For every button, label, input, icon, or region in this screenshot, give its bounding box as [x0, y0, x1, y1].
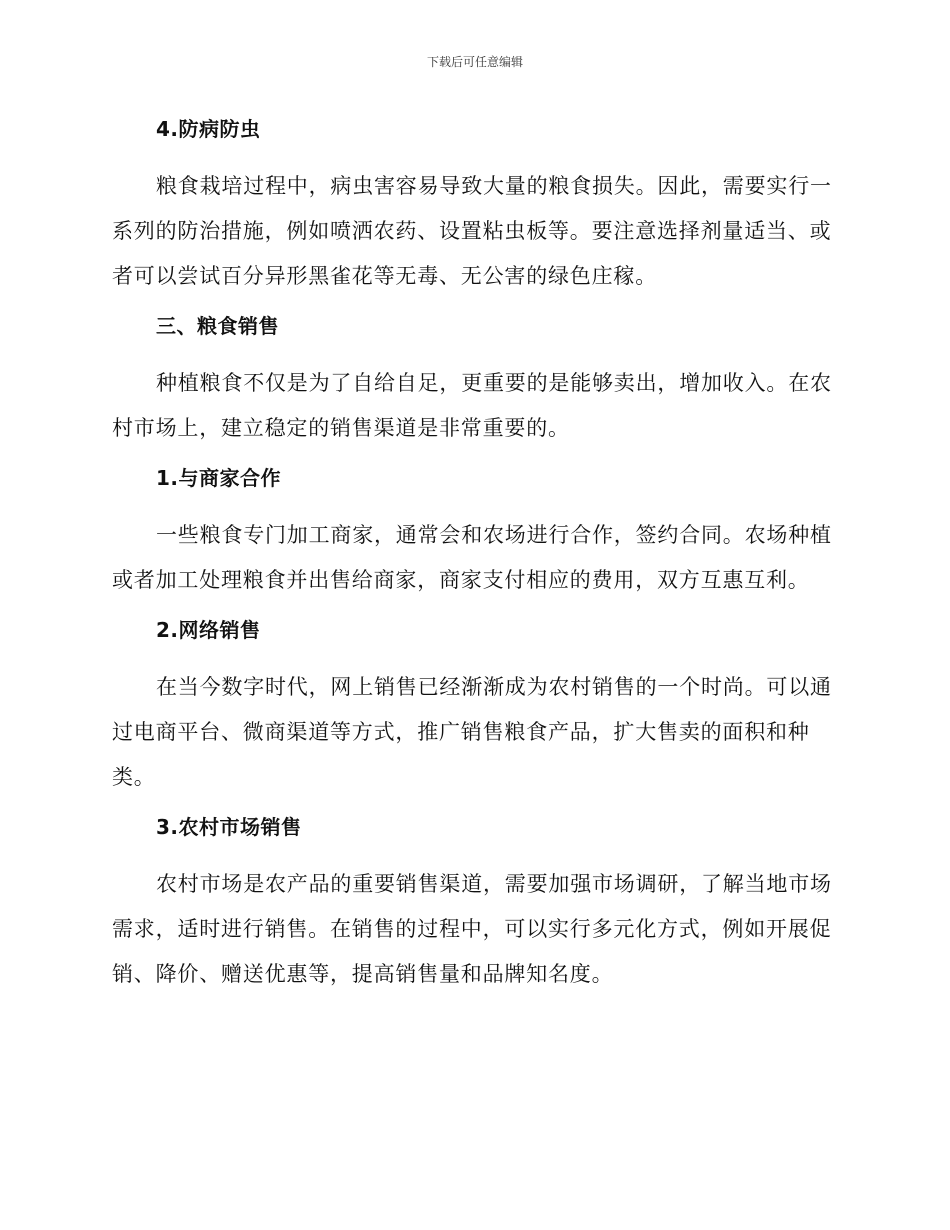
page-header: 下载后可任意编辑	[426, 55, 523, 69]
section-heading: 三、粮食销售	[156, 314, 279, 338]
section-paragraph: 农村市场是农产品的重要销售渠道，需要加强市场调研，了解当地市场需求，适时进行销售。在销售的过程中，可以实行多元化方式，例如开展促销、降价、赠送优惠等，提高销售量和品牌知名度。	[112, 872, 832, 986]
section-paragraph: 一些粮食专门加工商家，通常会和农场进行合作，签约合同。农场种植或者加工处理粮食并出售给商家，商家支付相应的费用，双方互惠互利。	[112, 523, 832, 592]
section-paragraph: 粮食栽培过程中，病虫害容易导致大量的粮食损失。因此，需要实行一系列的防治措施，例如喷洒农药、设置粘虫板等。要注意选择剂量适当、或者可以尝试百分异形黑雀花等无毒、无公害的绿色庄稼。	[112, 174, 832, 288]
section-heading: 4.防病防虫	[156, 117, 261, 141]
section-paragraph: 种植粮食不仅是为了自给自足，更重要的是能够卖出，增加收入。在农村市场上，建立稳定的销售渠道是非常重要的。	[112, 371, 832, 440]
section-heading: 2.网络销售	[156, 618, 261, 642]
section-paragraph: 在当今数字时代，网上销售已经渐渐成为农村销售的一个时尚。可以通过电商平台、微商渠道等方式，推广销售粮食产品，扩大售卖的面积和种类。	[112, 675, 832, 789]
section-heading: 1.与商家合作	[156, 466, 282, 490]
section-heading: 3.农村市场销售	[156, 815, 302, 839]
document-body	[112, 112, 836, 997]
